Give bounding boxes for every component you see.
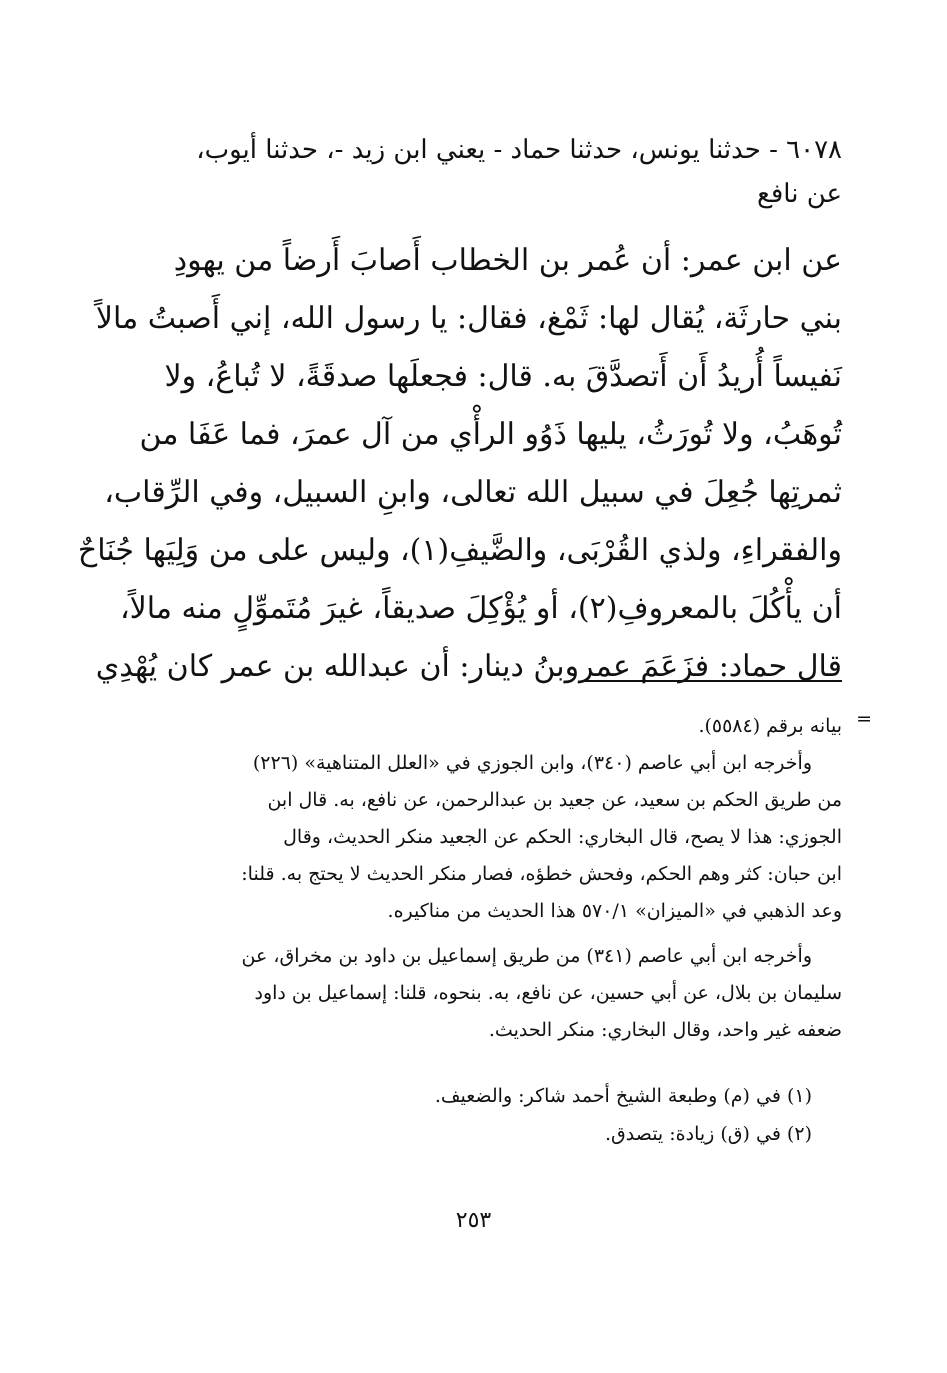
note-line: وأخرجه ابن أبي عاصم (٣٤٠)، وابن الجوزي في «العلل المتناهية» (٢٢٦)	[252, 752, 812, 774]
note-line: ضعفه غير واحد، وقال البخاري: منكر الحديث.	[488, 1019, 842, 1041]
matn-line: قال حماد: فزَعَمَ عمروبنُ دينار: أن عبدالله بن عمر كان يُهْدِي	[95, 649, 842, 684]
note-line: وأخرجه ابن أبي عاصم (٣٤١) من طريق إسماعيل بن داود بن مخراق، عن	[241, 945, 812, 967]
matn-line: نَفيساً أُريدُ أَن أَتصدَّقَ به. قال: فجعلَها صدقَةً، لا تُباعُ، ولا	[164, 359, 842, 394]
commentary-notes	[142, 708, 872, 1049]
note-line: ابن حبان: كثر وهم الحكم، وفحش خطؤه، فصار منكر الحديث لا يحتج به. قلنا:	[241, 863, 842, 885]
matn-line: عن ابن عمر: أن عُمر بن الخطاب أَصابَ أَرضاً من يهودِ	[173, 243, 842, 278]
matn-line: بني حارثَة، يُقال لها: ثَمْغ، فقال: يا رسول الله، إني أَصبتُ مالاً	[95, 301, 842, 336]
footnotes	[142, 1077, 842, 1153]
note-line: من طريق الحكم بن سعيد، عن جعيد بن عبدالرحمن، عن نافع، به. قال ابن	[267, 789, 842, 811]
isnad-line: ٦٠٧٨ - حدثنا يونس، حدثنا حماد - يعني ابن زيد -، حدثنا أيوب،	[196, 135, 842, 165]
matn-line: تُوهَبُ، ولا تُورَثُ، يليها ذَوُو الرأْي من آل عمرَ، فما عَفَا من	[139, 417, 842, 452]
hadith-matn	[77, 232, 842, 696]
page-number: ٢٥٣	[455, 1208, 492, 1233]
continuation-mark: =	[856, 708, 872, 730]
paragraph-gap	[142, 930, 842, 938]
note-line: الجوزي: هذا لا يصح، قال البخاري: الحكم عن الجعيد منكر الحديث، وقال	[283, 826, 842, 848]
matn-line: أن يأْكُلَ بالمعروفِ(٢)، أو يُؤْكِلَ صديقاً، غيرَ مُتَموِّلٍ منه مالاً،	[119, 591, 842, 626]
note-line: سليمان بن بلال، عن أبي حسين، عن نافع، به. بنحوه، قلنا: إسماعيل بن داود	[254, 982, 842, 1004]
hadith-isnad	[142, 128, 842, 216]
note-line: بيانه برقم (٥٥٨٤).	[698, 715, 842, 737]
isnad-line: عن نافع	[757, 179, 842, 209]
footnote-2: (٢) في (ق) زيادة: يتصدق.	[604, 1123, 812, 1145]
matn-line: ثمرتِها جُعِلَ في سبيل الله تعالى، وابنِ السبيل، وفي الرِّقاب،	[104, 475, 842, 510]
matn-line: والفقراءِ، ولذي القُرْبَى، والضَّيفِ(١)، وليس على من وَلِيَها جُنَاحٌ	[77, 533, 842, 568]
footnote-1: (١) في (م) وطبعة الشيخ أحمد شاكر: والضعيف.	[434, 1085, 812, 1107]
footnote-divider	[582, 680, 842, 682]
note-line: وعد الذهبي في «الميزان» ٥٧٠/١ هذا الحديث من مناكيره.	[387, 900, 842, 922]
